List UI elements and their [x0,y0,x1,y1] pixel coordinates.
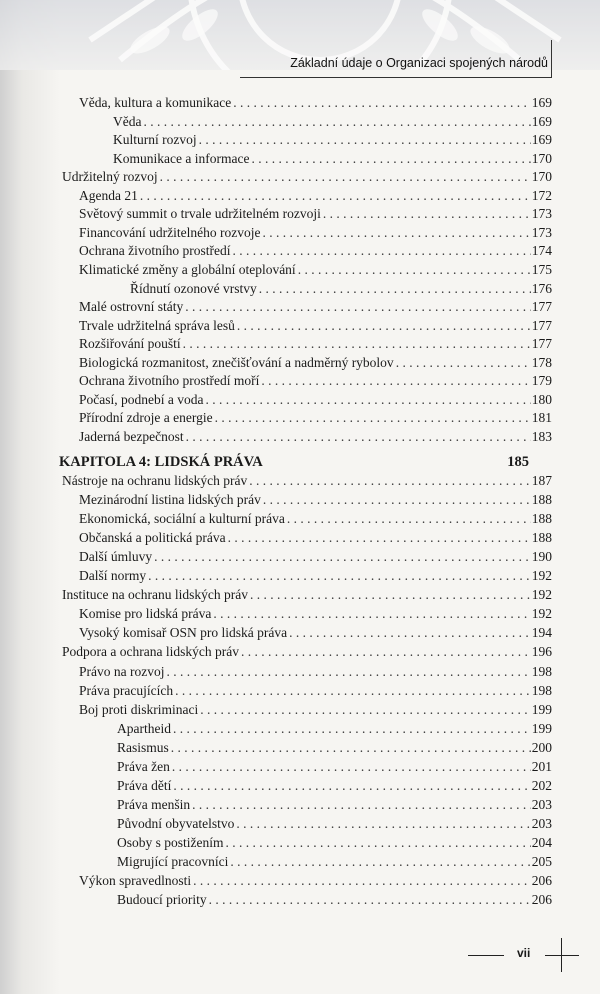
toc-leader-dots [263,491,531,509]
toc-leader-dots [298,261,531,279]
toc-leader-dots [160,168,531,186]
toc-leader-dots [396,354,531,372]
toc-entry-page: 180 [531,391,552,407]
toc-entry-page: 188 [531,511,552,527]
toc-entry-title: Budoucí priority [117,892,207,908]
toc-entry-title: Agenda 21 [79,187,138,203]
toc-leader-dots [186,428,531,446]
toc-leader-dots [192,796,531,814]
toc-entry-page: 201 [531,758,552,774]
toc-leader-dots [175,682,531,700]
toc-entry-title: Práva dětí [117,777,172,793]
toc-entry-title: Práva menšin [117,796,191,812]
toc-entry[interactable] [79,205,552,223]
toc-entry-page: 176 [531,280,552,296]
toc-entry-title: Udržitelný rozvoj [62,169,158,185]
toc-entry[interactable] [117,891,552,909]
toc-entry-title: Věda [113,113,142,129]
toc-entry-title: Přírodní zdroje a energie [79,410,213,426]
toc-entry[interactable] [79,605,552,623]
footer-rule [468,955,504,956]
toc-entry-title: Výkon spravedlnosti [79,873,192,889]
toc-entry-title: Právo na rozvoj [79,663,165,679]
toc-entry[interactable] [79,682,552,700]
toc-entry[interactable] [79,548,552,566]
toc-leader-dots [173,720,531,738]
toc-entry-page: 172 [531,187,552,203]
toc-leader-dots [205,391,530,409]
toc-entry[interactable] [79,624,552,642]
toc-entry-page: 196 [531,644,552,660]
toc-leader-dots [249,472,531,490]
toc-entry-title: Ekonomická, sociální a kulturní práva [79,511,285,527]
toc-entry[interactable] [113,131,552,149]
toc-entry-title: Původní obyvatelstvo [117,815,235,831]
toc-entry[interactable] [117,720,552,738]
toc-entry[interactable] [79,354,552,372]
toc-leader-dots [233,94,531,112]
toc-entry-title: Klimatické změny a globální oteplování [79,261,296,277]
header-vertical-rule [551,40,552,78]
toc-entry[interactable] [79,491,552,509]
toc-leader-dots [143,113,530,131]
toc-entry[interactable] [79,242,552,260]
page-number: vii [517,946,531,960]
toc-entry-page: 188 [531,492,552,508]
toc-entry[interactable] [79,298,552,316]
toc-leader-dots [193,872,531,890]
toc-leader-dots [289,624,531,642]
toc-entry-page: 175 [531,261,552,277]
toc-entry[interactable] [117,815,552,833]
toc-entry-page: 194 [531,625,552,641]
toc-entry-title: Světový summit o trvale udržitelném rozvoji [79,206,321,222]
toc-entry[interactable] [79,391,552,409]
toc-entry-title: Práva žen [117,758,170,774]
header-rule [240,77,552,78]
toc-leader-dots [237,317,531,335]
toc-entry-title: Věda, kultura a komunikace [79,95,232,110]
toc-entry[interactable] [79,261,552,279]
toc-leader-dots [173,777,530,795]
toc-entry-page: 203 [531,815,552,831]
toc-entry[interactable] [117,777,552,795]
toc-entry[interactable] [117,739,552,757]
toc-leader-dots [250,586,531,604]
toc-entry[interactable] [113,113,552,131]
toc-entry[interactable] [113,150,552,168]
toc-entry-title: Rozšiřování pouští [79,336,181,352]
toc-leader-dots [199,131,531,149]
crop-mark-horizontal [545,955,579,956]
toc-entry-title: Jaderná bezpečnost [79,428,184,444]
toc-entry-page: 199 [531,720,552,736]
toc-entry[interactable] [79,335,552,353]
toc-leader-dots [200,701,531,719]
toc-entry-page: 177 [531,336,552,352]
toc-entry-title: Biologická rozmanitost, znečišťování a nadměrný rybolov [79,354,394,370]
crop-mark-vertical [561,938,562,972]
toc-entry-title: Ochrana životního prostředí moří [79,373,260,389]
toc-entry-page: 192 [531,587,552,603]
toc-entry[interactable] [62,643,552,661]
toc-entry-title: Apartheid [117,720,171,736]
toc-entry-page: 198 [531,663,552,679]
toc-leader-dots [140,187,531,205]
toc-leader-dots [166,663,530,681]
toc-leader-dots [287,510,531,528]
toc-leader-dots [241,643,531,661]
toc-leader-dots [171,739,531,757]
toc-leader-dots [228,529,531,547]
toc-entry-title: Vysoký komisař OSN pro lidská práva [79,625,288,641]
toc-leader-dots [323,205,531,223]
toc-entry[interactable] [79,510,552,528]
toc-leader-dots [183,335,531,353]
toc-entry-page: 177 [531,299,552,315]
toc-entry[interactable] [62,168,552,186]
toc-entry-page: 199 [531,701,552,717]
toc-entry-title: Ochrana životního prostředí [79,243,231,259]
toc-entry[interactable] [62,586,552,604]
toc-entry-title: Řídnutí ozonové vrstvy [130,280,257,296]
toc-entry-title: Komise pro lidská práva [79,606,212,622]
toc-entry-title: Osoby s postižením [117,834,224,850]
toc-entry-page: 173 [531,224,552,240]
toc-entry-page: 183 [531,428,552,444]
chapter-heading[interactable] [59,454,529,474]
toc-entry-page: 192 [531,606,552,622]
toc-entry-page: 187 [531,473,552,488]
toc-entry[interactable] [117,853,552,871]
toc-entry[interactable] [117,796,552,814]
toc-entry-title: Občanská a politická práva [79,530,226,546]
toc-entry-page: 206 [531,873,552,889]
toc-entry-page: 202 [531,777,552,793]
toc-leader-dots [215,409,531,427]
toc-entry-page: 170 [531,150,552,166]
toc-leader-dots [261,372,530,390]
chapter-title: KAPITOLA 4: LIDSKÁ PRÁVA [59,454,263,470]
toc-leader-dots [262,224,530,242]
toc-entry-page: 177 [531,317,552,333]
toc-entry-page: 170 [531,169,552,185]
toc-entry-page: 174 [531,243,552,259]
toc-entry[interactable] [79,701,552,719]
toc-entry-page: 205 [531,854,552,869]
toc-entry-title: Mezinárodní listina lidských práv [79,492,261,508]
toc-entry-page: 203 [531,796,552,812]
toc-leader-dots [172,758,531,776]
toc-entry-title: Rasismus [117,739,169,755]
toc-entry[interactable] [79,94,552,112]
toc-entry[interactable] [79,663,552,681]
toc-entry[interactable] [79,224,552,242]
toc-entry-title: Další úmluvy [79,549,153,565]
toc-entry-title: Instituce na ochranu lidských práv [62,587,248,603]
toc-entry[interactable] [79,187,552,205]
toc-entry-title: Boj proti diskriminaci [79,701,199,717]
toc-entry[interactable] [117,834,552,852]
toc-entry-page: 198 [531,682,552,698]
toc-entry-page: 181 [531,410,552,426]
toc-entry-page: 204 [531,834,552,850]
toc-entry-title: Komunikace a informace [113,150,250,166]
running-header-title: Základní údaje o Organizaci spojených národů [290,56,548,70]
toc-entry-page: 188 [531,530,552,546]
toc-entry[interactable] [79,317,552,335]
toc-leader-dots [148,567,531,585]
toc-leader-dots [226,834,531,852]
toc-entry-page: 173 [531,206,552,222]
toc-leader-dots [236,815,530,833]
toc-leader-dots [251,150,530,168]
toc-entry-title: Podpora a ochrana lidských práv [62,644,239,660]
toc-leader-dots [154,548,531,566]
toc-entry-title: Trvale udržitelná správa lesů [79,317,235,333]
toc-entry-title: Další normy [79,568,147,584]
toc-leader-dots [209,891,531,909]
chapter-page: 185 [507,454,529,470]
toc-leader-dots [185,298,531,316]
toc-entry-page: 169 [531,113,552,129]
toc-entry[interactable] [79,372,552,390]
toc-entry[interactable] [79,428,552,446]
toc-entry-page: 190 [531,549,552,565]
toc-entry-page: 169 [531,95,552,110]
toc-entry-title: Financování udržitelného rozvoje [79,224,261,240]
toc-entry-page: 178 [531,354,552,370]
toc-entry[interactable] [130,280,552,298]
toc-entry-page: 192 [531,568,552,584]
toc-entry-page: 169 [531,132,552,148]
toc-entry[interactable] [79,409,552,427]
toc-entry[interactable] [79,567,552,585]
toc-leader-dots [259,280,531,298]
toc-entry-title: Malé ostrovní státy [79,299,184,315]
toc-leader-dots [232,242,530,260]
toc-entry-page: 200 [531,739,552,755]
toc-entry-page: 206 [531,892,552,908]
toc-entry-page: 179 [531,373,552,389]
toc-entry[interactable] [62,472,552,490]
toc-entry[interactable] [79,872,552,890]
toc-entry-title: Práva pracujících [79,682,174,698]
toc-entry[interactable] [79,529,552,547]
toc-entry[interactable] [117,758,552,776]
toc-entry-title: Nástroje na ochranu lidských práv [62,473,248,488]
toc-leader-dots [213,605,530,623]
toc-entry-title: Počasí, podnebí a voda [79,391,204,407]
toc-entry-title: Kulturní rozvoj [113,132,197,148]
toc-entry-title: Migrující pracovníci [117,854,229,869]
toc-leader-dots [230,853,530,871]
